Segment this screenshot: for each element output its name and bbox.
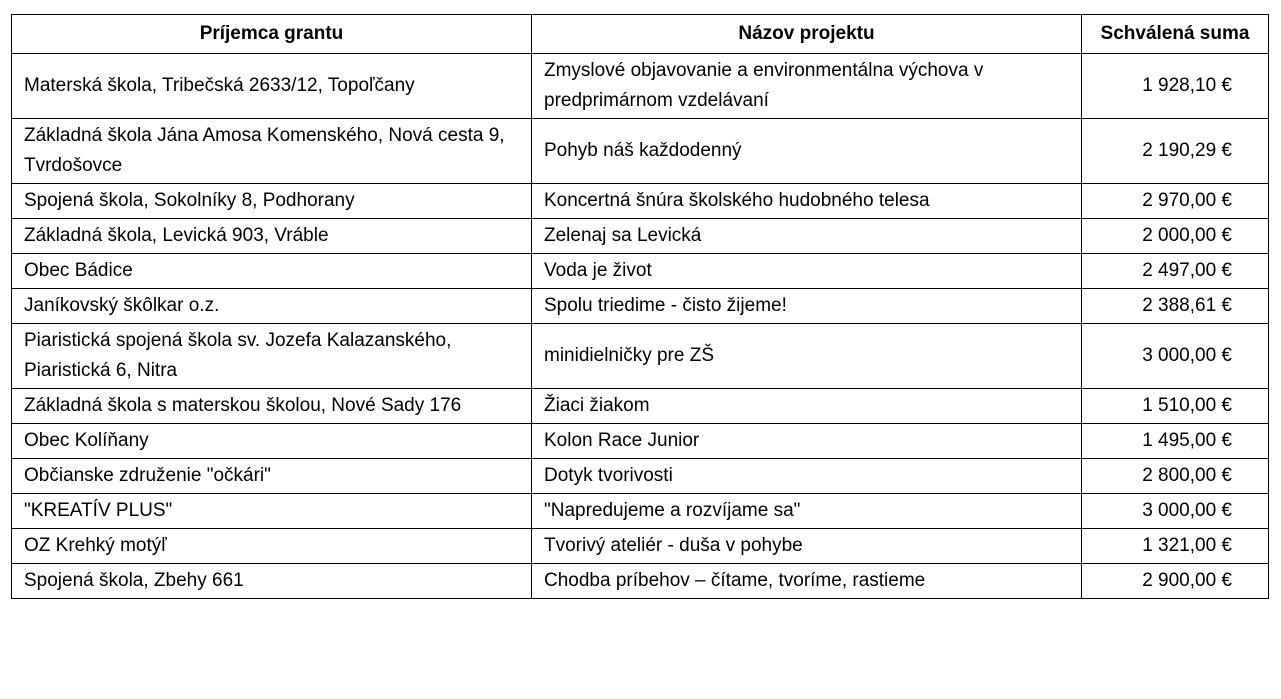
amount-cell: 1 510,00 € (1082, 389, 1269, 424)
recipient-cell: Základná škola Jána Amosa Komenského, Nová cesta 9, Tvrdošovce (12, 119, 532, 184)
header-amount: Schválená suma (1082, 15, 1269, 54)
amount-cell: 3 000,00 € (1082, 494, 1269, 529)
project-cell: Tvorivý ateliér - duša v pohybe (532, 529, 1082, 564)
amount-cell: 2 000,00 € (1082, 219, 1269, 254)
recipient-cell: OZ Krehký motýľ (12, 529, 532, 564)
recipient-cell: Obec Kolíňany (12, 424, 532, 459)
project-cell: Koncertná šnúra školského hudobného telesa (532, 184, 1082, 219)
recipient-cell: Občianske združenie "očkári" (12, 459, 532, 494)
recipient-cell: Piaristická spojená škola sv. Jozefa Kalazanského, Piaristická 6, Nitra (12, 324, 532, 389)
amount-cell: 1 321,00 € (1082, 529, 1269, 564)
recipient-cell: Janíkovský škôlkar o.z. (12, 289, 532, 324)
table-row (12, 424, 1269, 459)
recipient-cell: Základná škola, Levická 903, Vráble (12, 219, 532, 254)
project-cell: "Napredujeme a rozvíjame sa" (532, 494, 1082, 529)
table-row (12, 219, 1269, 254)
project-cell: Žiaci žiakom (532, 389, 1082, 424)
amount-cell: 2 970,00 € (1082, 184, 1269, 219)
amount-cell: 2 900,00 € (1082, 564, 1269, 599)
header-recipient: Príjemca grantu (12, 15, 532, 54)
amount-cell: 2 190,29 € (1082, 119, 1269, 184)
table-row (12, 289, 1269, 324)
table-row (12, 119, 1269, 184)
table-row (12, 54, 1269, 119)
table-row (12, 494, 1269, 529)
project-cell: Pohyb náš každodenný (532, 119, 1082, 184)
project-cell: Voda je život (532, 254, 1082, 289)
table-row (12, 254, 1269, 289)
table-row (12, 564, 1269, 599)
recipient-cell: Obec Bádice (12, 254, 532, 289)
project-cell: Dotyk tvorivosti (532, 459, 1082, 494)
amount-cell: 3 000,00 € (1082, 324, 1269, 389)
project-cell: Spolu triedime - čisto žijeme! (532, 289, 1082, 324)
project-cell: Zelenaj sa Levická (532, 219, 1082, 254)
recipient-cell: "KREATÍV PLUS" (12, 494, 532, 529)
amount-cell: 2 497,00 € (1082, 254, 1269, 289)
amount-cell: 1 928,10 € (1082, 54, 1269, 119)
amount-cell: 2 388,61 € (1082, 289, 1269, 324)
header-project: Názov projektu (532, 15, 1082, 54)
amount-cell: 2 800,00 € (1082, 459, 1269, 494)
table-row (12, 529, 1269, 564)
table-row (12, 389, 1269, 424)
table-row (12, 324, 1269, 389)
recipient-cell: Spojená škola, Sokolníky 8, Podhorany (12, 184, 532, 219)
recipient-cell: Spojená škola, Zbehy 661 (12, 564, 532, 599)
table-row (12, 184, 1269, 219)
project-cell: Zmyslové objavovanie a environmentálna výchova v predprimárnom vzdelávaní (532, 54, 1082, 119)
project-cell: minidielničky pre ZŠ (532, 324, 1082, 389)
header-row (12, 15, 1269, 54)
grants-table (11, 14, 1269, 599)
recipient-cell: Základná škola s materskou školou, Nové Sady 176 (12, 389, 532, 424)
project-cell: Kolon Race Junior (532, 424, 1082, 459)
amount-cell: 1 495,00 € (1082, 424, 1269, 459)
project-cell: Chodba príbehov – čítame, tvoríme, rastieme (532, 564, 1082, 599)
table-row (12, 459, 1269, 494)
recipient-cell: Materská škola, Tribečská 2633/12, Topoľčany (12, 54, 532, 119)
